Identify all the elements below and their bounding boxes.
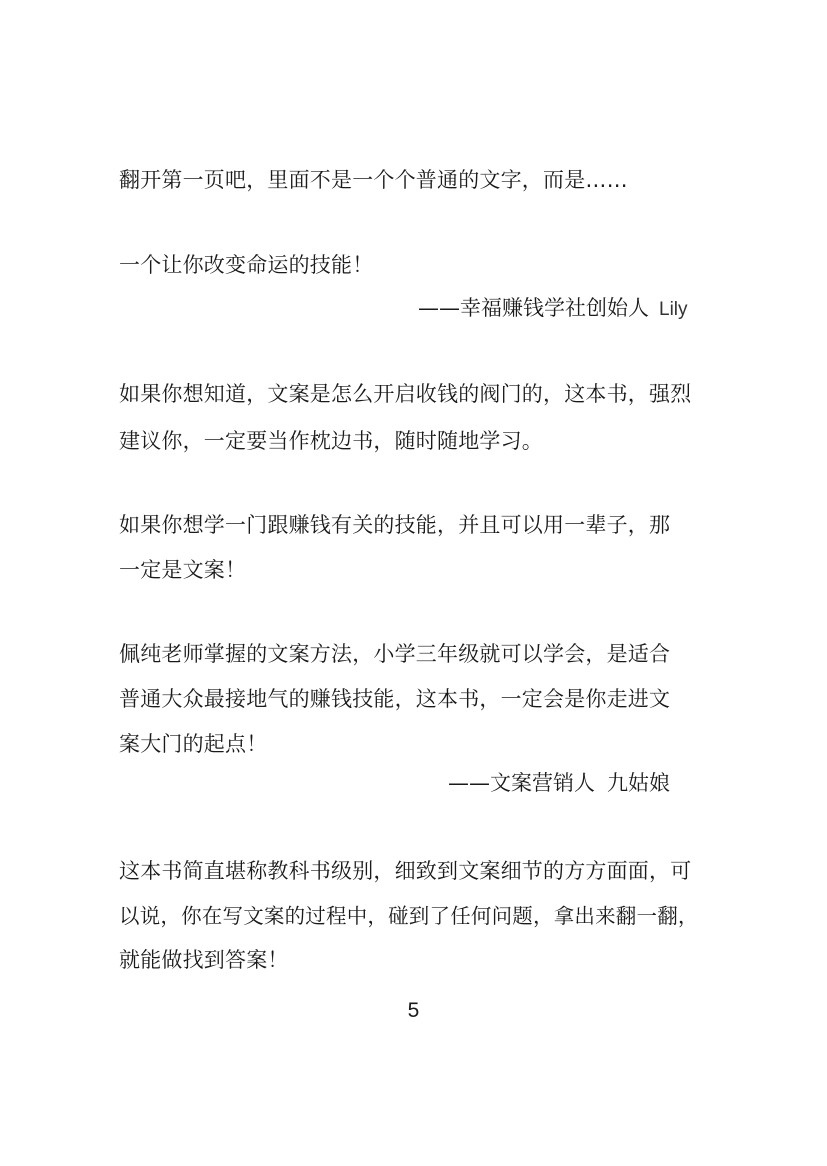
intro-line-2: 一个让你改变命运的技能！ bbox=[119, 253, 374, 277]
intro-line-1: 翻开第一页吧，里面不是一个个普通的文字，而是…… bbox=[119, 168, 628, 192]
paragraph-3-line-1: 如果你想学一门跟赚钱有关的技能，并且可以用一辈子，那 bbox=[119, 513, 671, 537]
page-number: 5 bbox=[407, 999, 420, 1022]
paragraph-2-line-1: 如果你想知道，文案是怎么开启收钱的阀门的，这本书，强烈 bbox=[119, 382, 692, 406]
paragraph-4-line-2: 普通大众最接地气的赚钱技能，这本书，一定会是你走进文 bbox=[119, 687, 671, 711]
attribution-prefix: ——文案营销人 bbox=[448, 771, 595, 795]
paragraph-3-line-2: 一定是文案！ bbox=[119, 558, 247, 582]
paragraph-5-line-2: 以说，你在写文案的过程中，碰到了任何问题，拿出来翻一翻， bbox=[119, 904, 699, 928]
paragraph-2-line-2: 建议你，一定要当作枕边书，随时随地学习。 bbox=[119, 429, 543, 453]
paragraph-5-line-3: 就能做找到答案！ bbox=[119, 948, 289, 972]
attribution-prefix: ——幸福赚钱学社创始人 bbox=[418, 296, 649, 320]
attribution-jiuguniang bbox=[448, 769, 670, 797]
attribution-name: Lily bbox=[659, 299, 688, 320]
attribution-name: 九姑娘 bbox=[607, 771, 670, 795]
attribution-lily bbox=[418, 294, 688, 324]
paragraph-4-line-1: 佩纯老师掌握的文案方法，小学三年级就可以学会，是适合 bbox=[119, 642, 671, 666]
paragraph-4-line-3: 案大门的起点！ bbox=[119, 732, 268, 756]
paragraph-5-line-1: 这本书简直堪称教科书级别，细致到文案细节的方方面面，可 bbox=[119, 859, 692, 883]
